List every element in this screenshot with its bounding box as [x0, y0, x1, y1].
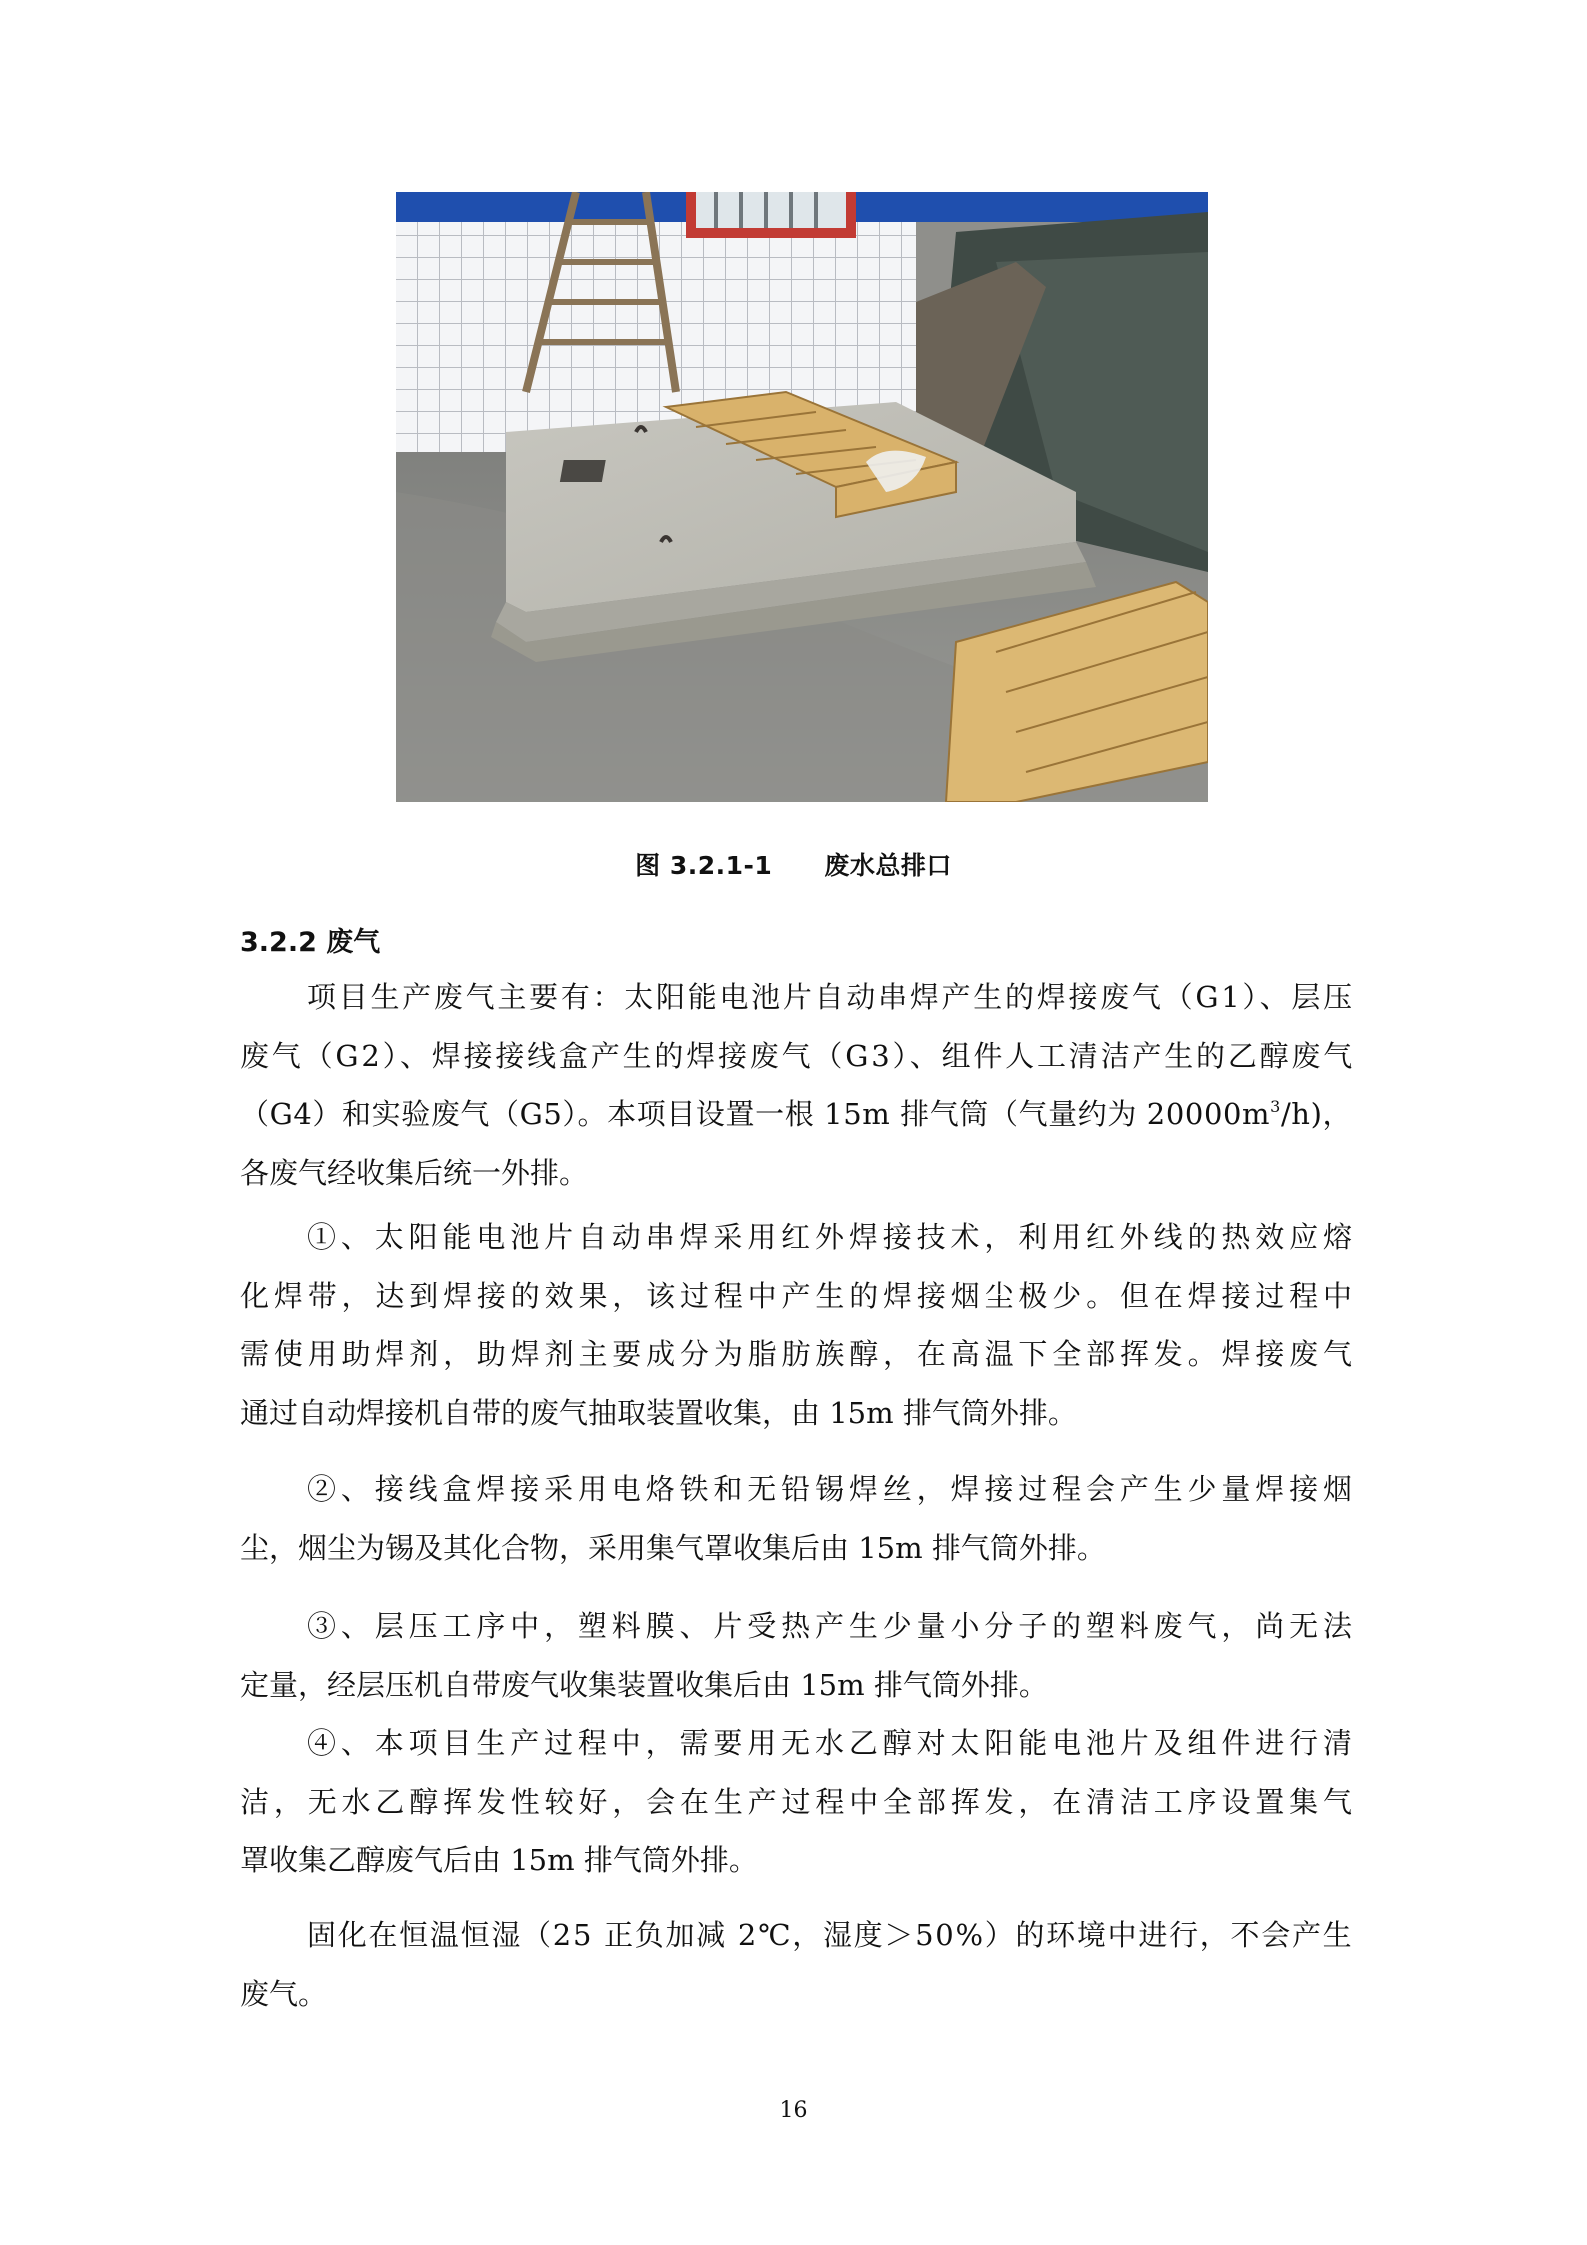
wastewater-outlet-photo	[396, 192, 1208, 802]
paragraph-line: ①、太阳能电池片自动串焊采用红外焊接技术，利用红外线的热效应熔	[307, 1220, 1357, 1254]
figure-caption	[0, 846, 1587, 882]
section-heading	[240, 920, 380, 959]
paragraph-item-4	[240, 1714, 1357, 1890]
paragraph-item-1	[240, 1208, 1357, 1442]
paragraph-line-tail: /h)，	[1280, 1097, 1353, 1131]
paragraph-line: ④、本项目生产过程中，需要用无水乙醇对太阳能电池片及组件进行清	[307, 1726, 1357, 1760]
paragraph-line: ②、接线盒焊接采用电烙铁和无铅锡焊丝，焊接过程会产生少量焊接烟	[307, 1472, 1357, 1506]
paragraph-line: 废气（G2）、焊接接线盒产生的焊接废气（G3）、组件人工清洁产生的乙醇废气	[240, 1038, 1356, 1073]
section-number: 3.2.2	[240, 927, 317, 958]
paragraph-line-text: （G4）和实验废气（G5）。本项目设置一根 15m 排气筒（气量约为 20000m	[240, 1097, 1271, 1131]
paragraph-line: 罩收集乙醇废气后由 15m 排气筒外排。	[240, 1843, 758, 1877]
paragraph-item-3	[240, 1597, 1357, 1714]
paragraph-line: 各废气经收集后统一外排。	[240, 1155, 589, 1190]
paragraph-line: 洁，无水乙醇挥发性较好，会在生产过程中全部挥发，在清洁工序设置集气	[240, 1784, 1357, 1819]
paragraph-line: 尘，烟尘为锡及其化合物，采用集气罩收集后由 15m 排气筒外排。	[240, 1530, 1106, 1565]
superscript-cubic: 3	[1270, 1097, 1281, 1116]
paragraph-line	[240, 1085, 1352, 1144]
figure-caption-title: 废水总排口	[824, 851, 952, 880]
section-title: 废气	[326, 927, 381, 958]
paragraph-line: 化焊带，达到焊接的效果，该过程中产生的焊接烟尘极少。但在焊接过程中	[240, 1278, 1357, 1313]
paragraph-waste-gas-overview	[240, 968, 1356, 1202]
paragraph-line: 通过自动焊接机自带的废气抽取装置收集，由 15m 排气筒外排。	[240, 1395, 1077, 1430]
figure-caption-number: 图 3.2.1-1	[635, 851, 773, 880]
paragraph-line: ③、层压工序中，塑料膜、片受热产生少量小分子的塑料废气，尚无法	[307, 1609, 1357, 1643]
paragraph-line: 定量，经层压机自带废气收集装置收集后由 15m 排气筒外排。	[240, 1667, 1048, 1702]
paragraph-line: 项目生产废气主要有：太阳能电池片自动串焊产生的焊接废气（G1）、层压	[307, 980, 1355, 1014]
paragraph-curing	[240, 1906, 1352, 2023]
paragraph-line: 废气。	[240, 1976, 328, 2011]
page-number: 16	[779, 2098, 808, 2123]
paragraph-line: 固化在恒温恒湿（25 正负加减 2℃，湿度＞50%）的环境中进行，不会产生	[307, 1918, 1354, 1952]
paragraph-item-2	[240, 1460, 1357, 1577]
paragraph-line: 需使用助焊剂，助焊剂主要成分为脂肪族醇，在高温下全部挥发。焊接废气	[240, 1337, 1357, 1371]
